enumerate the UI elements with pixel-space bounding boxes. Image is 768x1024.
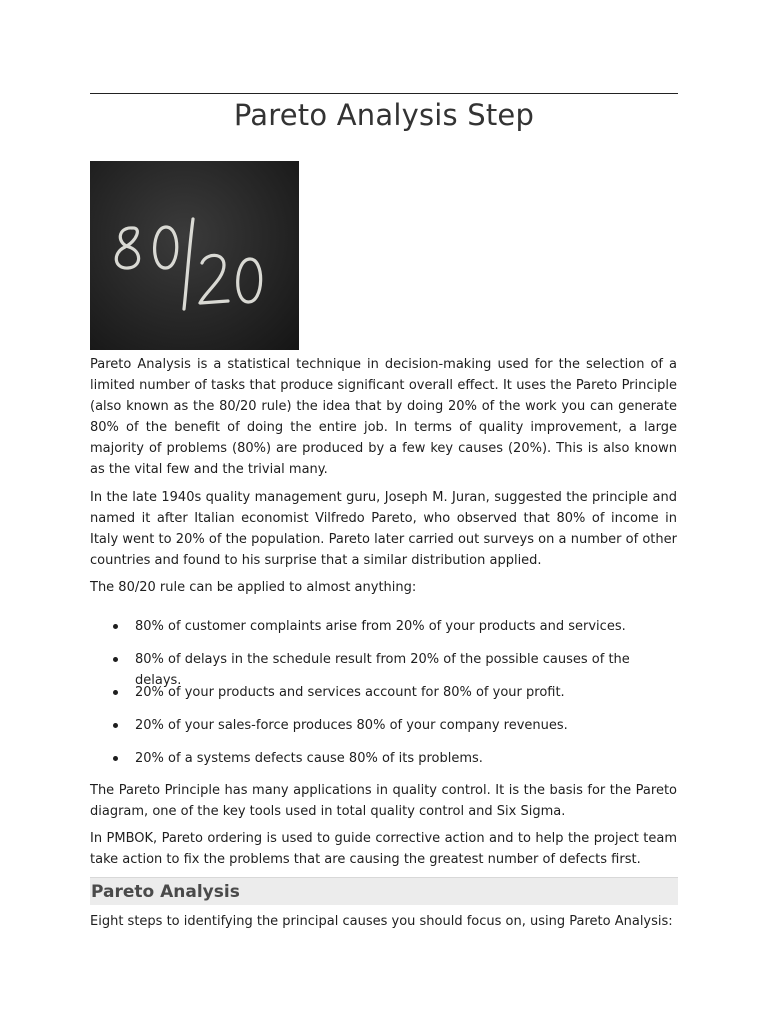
list-item: 20% of your sales-force produces 80% of your company revenues. xyxy=(90,715,677,748)
bullet-icon xyxy=(113,690,118,695)
list-item: 80% of delays in the schedule result from 20% of the possible causes of the delays. xyxy=(90,649,677,682)
section-heading: Pareto Analysis xyxy=(91,882,240,902)
top-rule xyxy=(90,93,678,94)
bullet-icon xyxy=(113,723,118,728)
steps-paragraph: Eight steps to identifying the principal causes you should focus on, using Pareto Analysis: xyxy=(90,914,673,929)
page-title: Pareto Analysis Step xyxy=(233,98,535,132)
bullet-icon xyxy=(113,756,118,761)
pmbok-paragraph: In PMBOK, Pareto ordering is used to guide corrective action and to help the project team take action to fix the problems that are causing the greatest number of defects first. xyxy=(90,831,677,867)
quality-paragraph: The Pareto Principle has many applications in quality control. It is the basis for the Pareto diagram, one of the key tools used in total quality control and Six Sigma. xyxy=(90,783,677,819)
history-paragraph: In the late 1940s quality management guru, Joseph M. Juran, suggested the principle and named it after Italian economist Vilfredo Pareto, who observed that 80% of income in Italy went to 20% of the population. Pareto later carried out surveys on a number of other countries and found to his surprise that a similar distribution applied. xyxy=(90,490,677,568)
intro-paragraph: Pareto Analysis is a statistical technique in decision-making used for the selection of a limited number of tasks that produce significant overall effect. It uses the Pareto Principle (also known as the 80/20 rule) the idea that by doing 20% of the work you can generate 80% of the benefit of doing the entire job. In terms of quality improvement, a large majority of problems (80%) are produced by a few key causes (20%). This is also known as the vital few and the trivial many. xyxy=(90,357,677,477)
section-heading-band xyxy=(90,877,678,905)
chalkboard-image xyxy=(90,161,299,350)
chalk-80-20-drawing xyxy=(90,161,299,350)
list-item: 20% of your products and services account for 80% of your profit. xyxy=(90,682,677,715)
bullet-icon xyxy=(113,657,118,662)
rule-examples-list xyxy=(90,616,677,781)
applied-paragraph: The 80/20 rule can be applied to almost anything: xyxy=(90,580,417,595)
bullet-icon xyxy=(113,624,118,629)
list-item: 80% of customer complaints arise from 20% of your products and services. xyxy=(90,616,677,649)
list-item: 20% of a systems defects cause 80% of its problems. xyxy=(90,748,677,781)
